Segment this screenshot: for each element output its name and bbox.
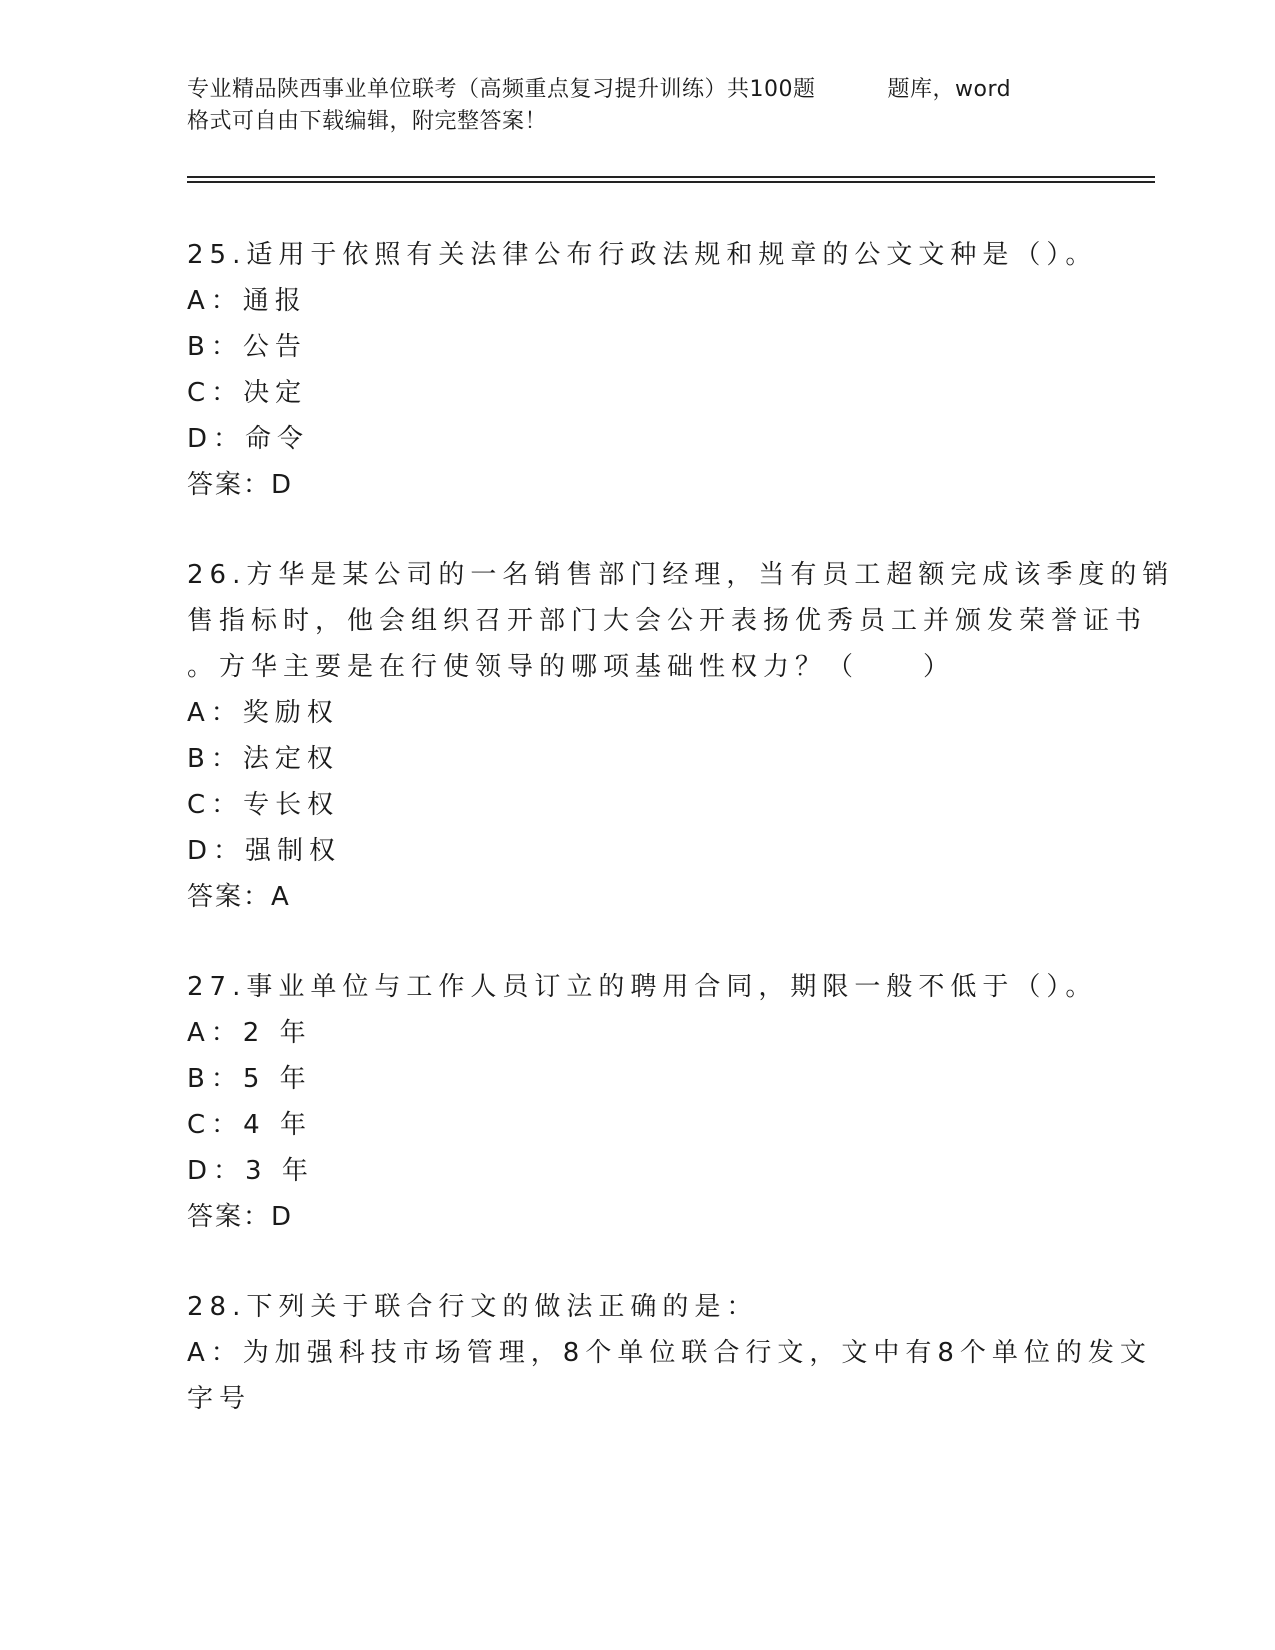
option-d: D：强制权 bbox=[187, 836, 342, 866]
option-b: B：公告 bbox=[187, 332, 307, 362]
question-text: 26.方华是某公司的一名销售部门经理，当有员工超额完成该季度的销 bbox=[187, 560, 1175, 590]
option-c: C：专长权 bbox=[187, 790, 340, 820]
question-28 bbox=[187, 1284, 1152, 1422]
answer: 答案：D bbox=[187, 470, 294, 500]
header-title-suffix: 题库，word bbox=[887, 77, 1012, 102]
header-divider-top bbox=[187, 176, 1155, 178]
header-divider-bottom bbox=[187, 181, 1155, 183]
answer: 答案：D bbox=[187, 1202, 294, 1232]
question-27 bbox=[187, 964, 1098, 1240]
question-text-continued: 售指标时，他会组织召开部门大会公开表扬优秀员工并颁发荣誉证书 bbox=[187, 606, 1148, 636]
question-text: 25.适用于依照有关法律公布行政法规和规章的公文文种是（）。 bbox=[187, 240, 1098, 270]
question-text: 28.下列关于联合行文的做法正确的是： bbox=[187, 1292, 759, 1322]
answer: 答案：A bbox=[187, 882, 291, 912]
option-b: B：法定权 bbox=[187, 744, 339, 774]
question-25 bbox=[187, 232, 1098, 508]
option-c: C：决定 bbox=[187, 378, 308, 408]
option-d: D：命令 bbox=[187, 424, 310, 454]
option-a: A：2 年 bbox=[187, 1018, 312, 1048]
option-a-continued: 字号 bbox=[187, 1384, 252, 1414]
option-b: B：5 年 bbox=[187, 1064, 312, 1094]
question-26 bbox=[187, 552, 1175, 920]
page-header bbox=[187, 74, 1087, 138]
option-a: A：为加强科技市场管理，8个单位联合行文，文中有8个单位的发文 bbox=[187, 1338, 1152, 1368]
option-a: A：奖励权 bbox=[187, 698, 339, 728]
option-a: A：通报 bbox=[187, 286, 307, 316]
header-line-2: 格式可自由下载编辑，附完整答案！ bbox=[187, 109, 548, 134]
header-line-1 bbox=[187, 74, 1087, 106]
question-list bbox=[187, 232, 1175, 1466]
question-text: 27.事业单位与工作人员订立的聘用合同，期限一般不低于（）。 bbox=[187, 972, 1098, 1002]
question-text-continued: 。方华主要是在行使领导的哪项基础性权力？（ ） bbox=[187, 652, 956, 682]
header-title: 专业精品陕西事业单位联考（高频重点复习提升训练）共100题 bbox=[187, 77, 816, 102]
option-c: C：4 年 bbox=[187, 1110, 312, 1140]
option-d: D：3 年 bbox=[187, 1156, 314, 1186]
